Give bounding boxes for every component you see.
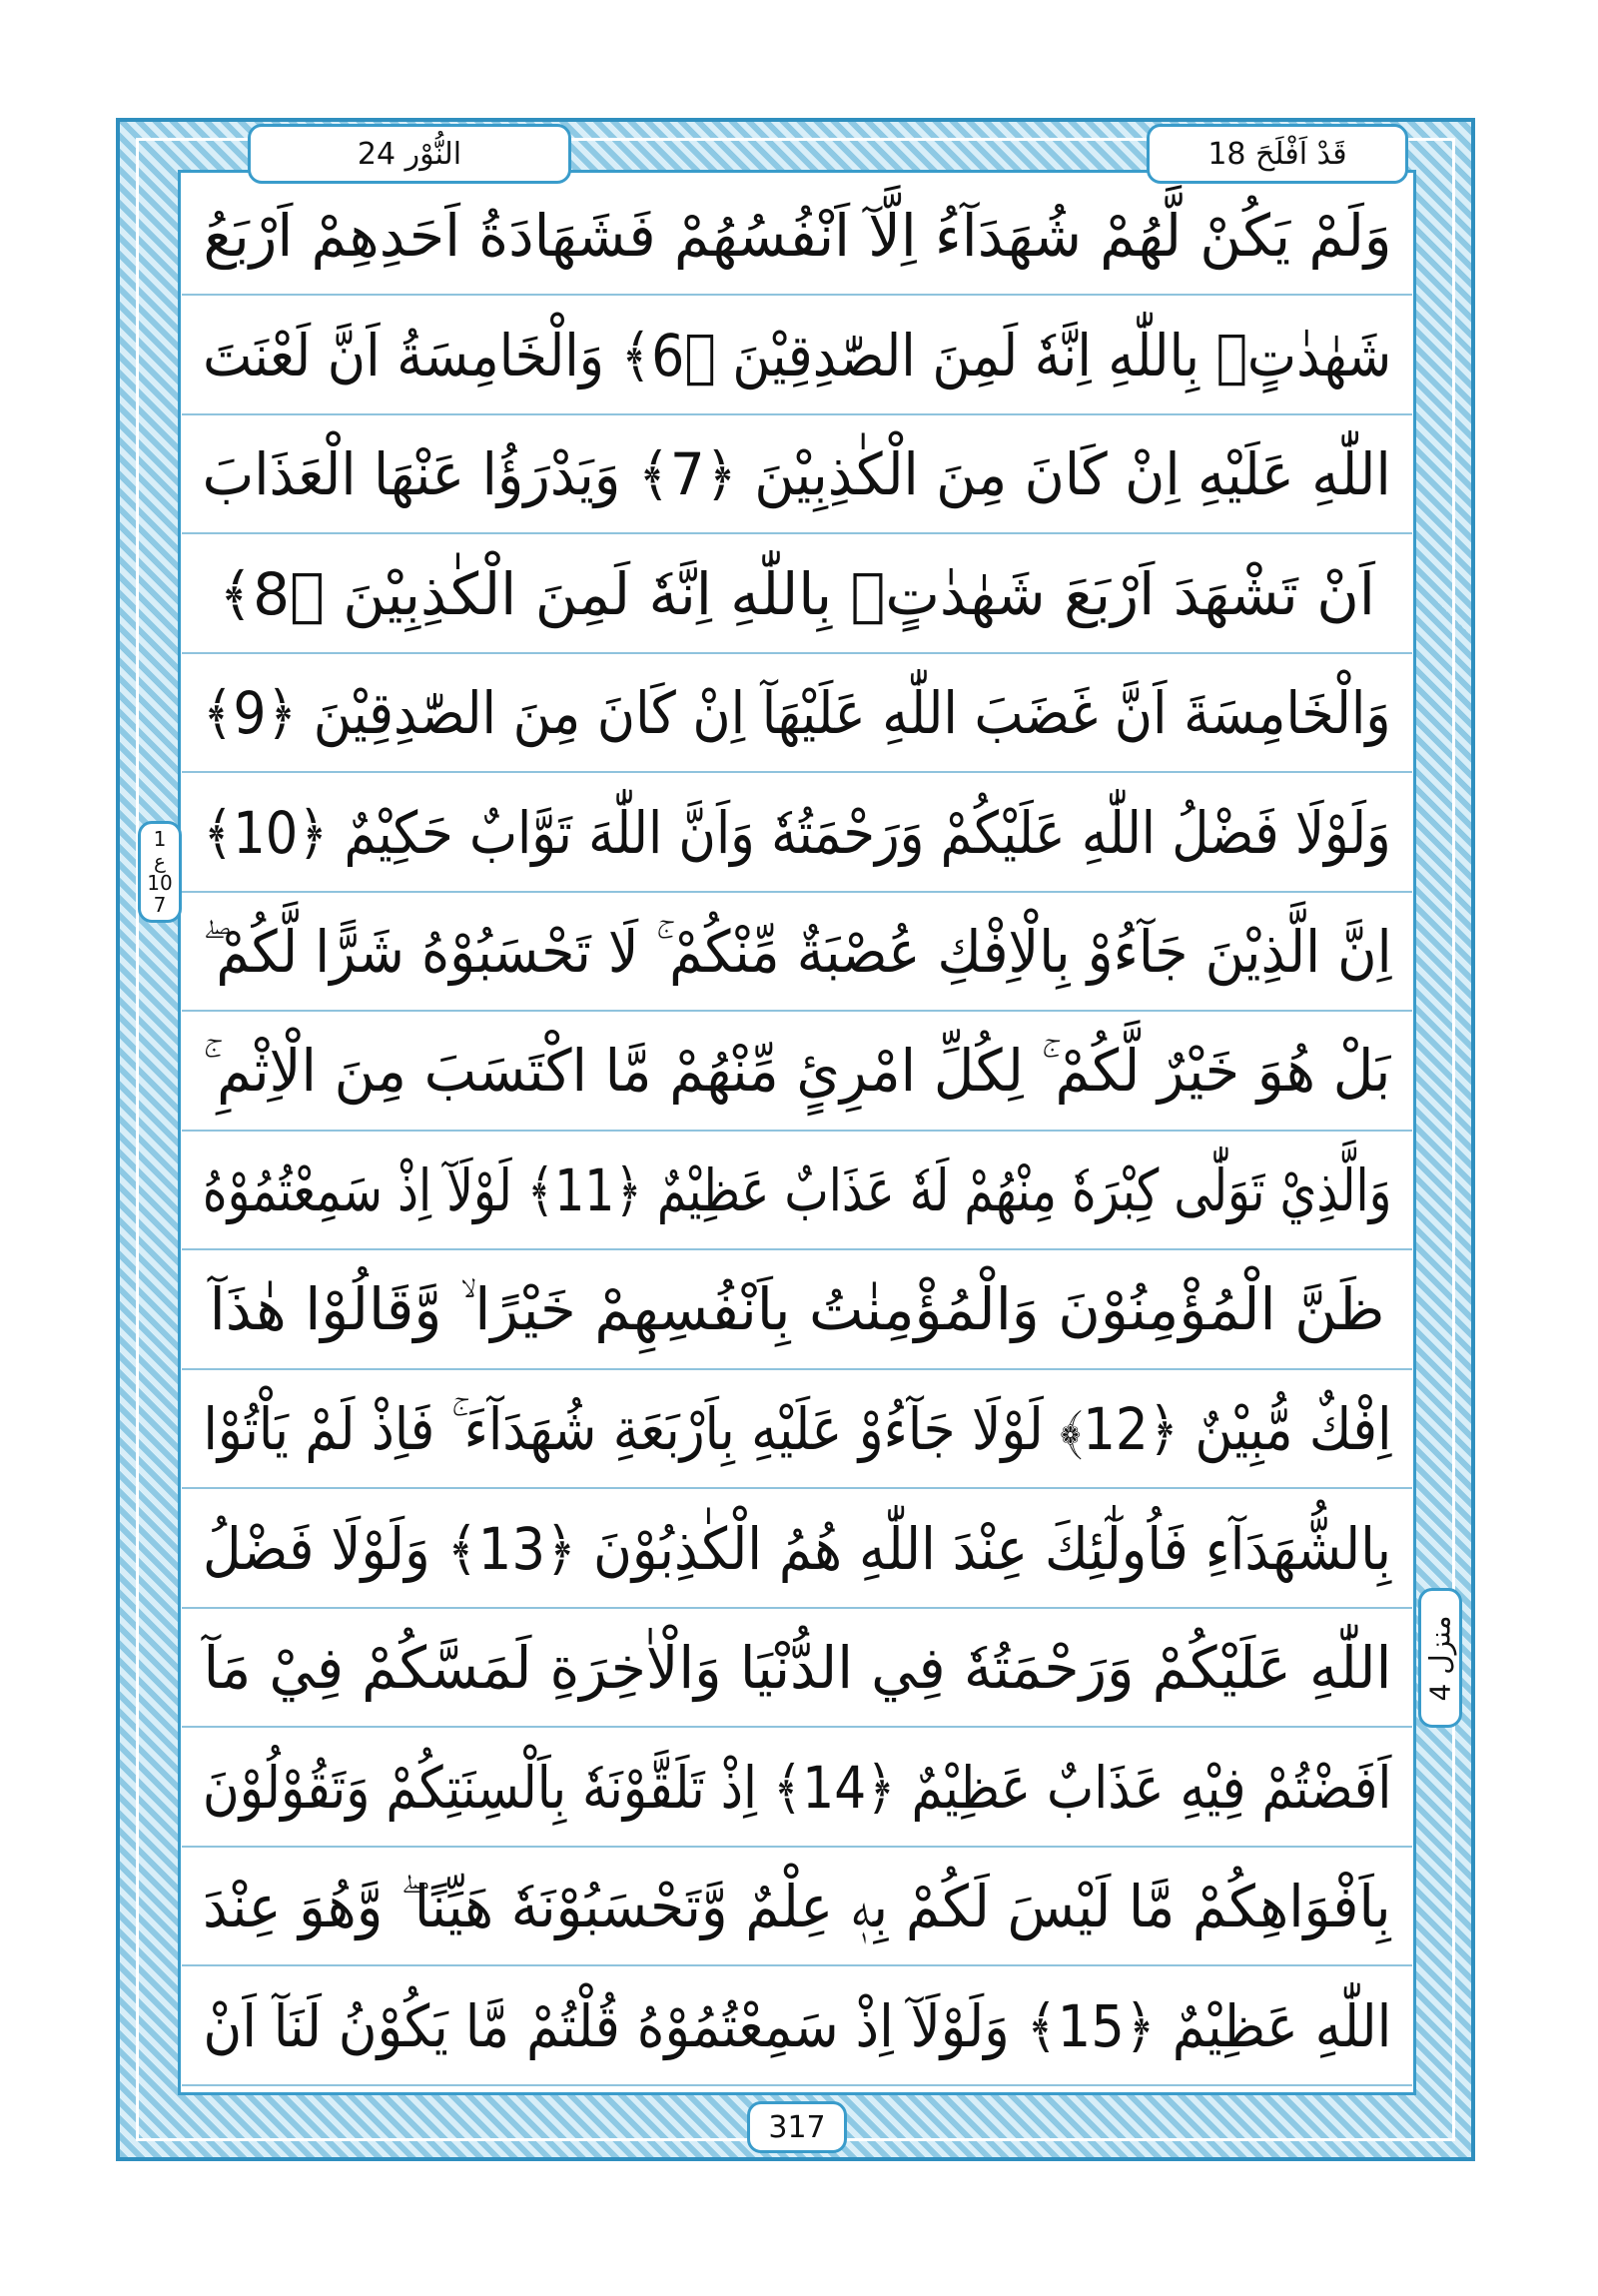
- verse-line-text: ظَنَّ الْمُؤْمِنُوْنَ وَالْمُؤْمِنٰتُ بِاَنْفُسِهِمْ خَيْرًا ۙ وَّقَالُوْا هٰذَآ: [209, 1275, 1385, 1343]
- verse-line: [182, 536, 1412, 654]
- verse-line: [182, 1610, 1412, 1728]
- verse-line-text: اللّٰهِ عَلَيْهِ اِنْ كَانَ مِنَ الْكٰذِبِيْنَ ﴿7﴾ وَيَدْرَؤُا عَنْهَا الْعَذَابَ: [202, 440, 1392, 508]
- verse-line: [182, 1730, 1412, 1848]
- verse-line: [182, 1371, 1412, 1489]
- verse-line-text: بِاَفْوَاهِكُمْ مَّا لَيْسَ لَكُمْ بِهٖ عِلْمٌ وَّتَحْسَبُوْنَهٗ هَيِّنًا ۖ وَّهُوَ عِنْدَ: [203, 1872, 1391, 1940]
- verse-line: [182, 178, 1412, 296]
- page-number: 317: [768, 2109, 826, 2145]
- ruku-marker-bottom: 7: [153, 893, 167, 917]
- verse-line-text: اَنْ تَشْهَدَ اَرْبَعَ شَهٰدٰتٍۭ بِاللّٰهِ اِنَّهٗ لَمِنَ الْكٰذِبِيْنَ ﴿8﴾: [219, 559, 1375, 628]
- verse-line-text: اللّٰهِ عَلَيْكُمْ وَرَحْمَتُهٗ فِي الدُّنْيَا وَالْاٰخِرَةِ لَمَسَّكُمْ فِيْ مَآ: [203, 1634, 1391, 1702]
- juz-name: قَدْ اَفْلَحَ 18: [1207, 136, 1347, 172]
- verse-line-text: وَلَوْلَا فَضْلُ اللّٰهِ عَلَيْكُمْ وَرَحْمَتُهٗ وَاَنَّ اللّٰهَ تَوَّابٌ حَكِيْمٌ ﴿10﴾: [203, 798, 1391, 867]
- ruku-marker: [138, 821, 182, 923]
- verse-line: [182, 298, 1412, 415]
- verse-line: [182, 894, 1412, 1012]
- ruku-marker-middle: 10: [147, 871, 173, 895]
- verse-line: [182, 1491, 1412, 1609]
- verse-line: [182, 1014, 1412, 1132]
- verse-line: [182, 1849, 1412, 1966]
- verse-line-text: وَالْخَامِسَةَ اَنَّ غَضَبَ اللّٰهِ عَلَيْهَآ اِنْ كَانَ مِنَ الصّٰدِقِيْنَ ﴿9﴾: [203, 679, 1391, 747]
- verse-line: [182, 1968, 1412, 2086]
- verse-line-text: وَالَّذِيْ تَوَلّٰى كِبْرَهٗ مِنْهُمْ لَهٗ عَذَابٌ عَظِيْمٌ ﴿11﴾ لَوْلَآ اِذْ سَمِعْتُمُوْهُ: [202, 1156, 1392, 1224]
- verse-line-text: شَهٰدٰتٍۭ بِاللّٰهِ اِنَّهٗ لَمِنَ الصّٰدِقِيْنَ ﴿6﴾ وَالْخَامِسَةُ اَنَّ لَعْنَتَ: [202, 321, 1392, 389]
- verse-line-text: بِالشُّهَدَآءِ فَاُولٰٓئِكَ عِنْدَ اللّٰهِ هُمُ الْكٰذِبُوْنَ ﴿13﴾ وَلَوْلَا فَضْلُ: [202, 1514, 1391, 1583]
- verse-line-text: بَلْ هُوَ خَيْرٌ لَّكُمْ ۚ لِكُلِّ امْرِئٍ مِّنْهُمْ مَّا اكْتَسَبَ مِنَ الْاِثْمِ ۚ: [203, 1037, 1391, 1105]
- verse-line-text: اِفْكٌ مُّبِيْنٌ ﴿12﴾ لَوْلَا جَآءُوْ عَلَيْهِ بِاَرْبَعَةِ شُهَدَآءَ ۚ فَاِذْ لَمْ يَاْتُوْا: [203, 1394, 1391, 1463]
- juz-name-header: [1147, 124, 1408, 184]
- verse-line-text: اللّٰهِ عَظِيْمٌ ﴿15﴾ وَلَوْلَآ اِذْ سَمِعْتُمُوْهُ قُلْتُمْ مَّا يَكُوْنُ لَنَآ اَنْ: [203, 1991, 1391, 2060]
- ruku-marker-symbol: ع: [154, 849, 166, 873]
- ruku-marker-top: 1: [153, 827, 167, 851]
- verse-line-text: وَلَمْ يَكُنْ لَّهُمْ شُهَدَآءُ اِلَّآ اَنْفُسُهُمْ فَشَهَادَةُ اَحَدِهِمْ اَرْبَعُ: [202, 202, 1392, 270]
- manzil-marker: [1418, 1588, 1462, 1728]
- verse-line-text: اَفَضْتُمْ فِيْهِ عَذَابٌ عَظِيْمٌ ﴿14﴾ اِذْ تَلَقَّوْنَهٗ بِاَلْسِنَتِكُمْ وَتَقُوْلُوْنَ: [202, 1753, 1392, 1822]
- verse-line: [182, 416, 1412, 534]
- verse-line: [182, 655, 1412, 773]
- verse-line: [182, 1252, 1412, 1370]
- surah-name-header: [248, 124, 571, 184]
- page-number-box: [747, 2101, 847, 2153]
- verse-line: [182, 1133, 1412, 1250]
- verse-line: [182, 775, 1412, 893]
- surah-name: النُّوْر 24: [357, 136, 462, 172]
- manzil-label: منزل 4: [1423, 1615, 1457, 1701]
- verse-line-text: اِنَّ الَّذِيْنَ جَآءُوْ بِالْاِفْكِ عُصْبَةٌ مِّنْكُمْ ۚ لَا تَحْسَبُوْهُ شَرًّا لَّكُمْ ۖ: [202, 917, 1392, 986]
